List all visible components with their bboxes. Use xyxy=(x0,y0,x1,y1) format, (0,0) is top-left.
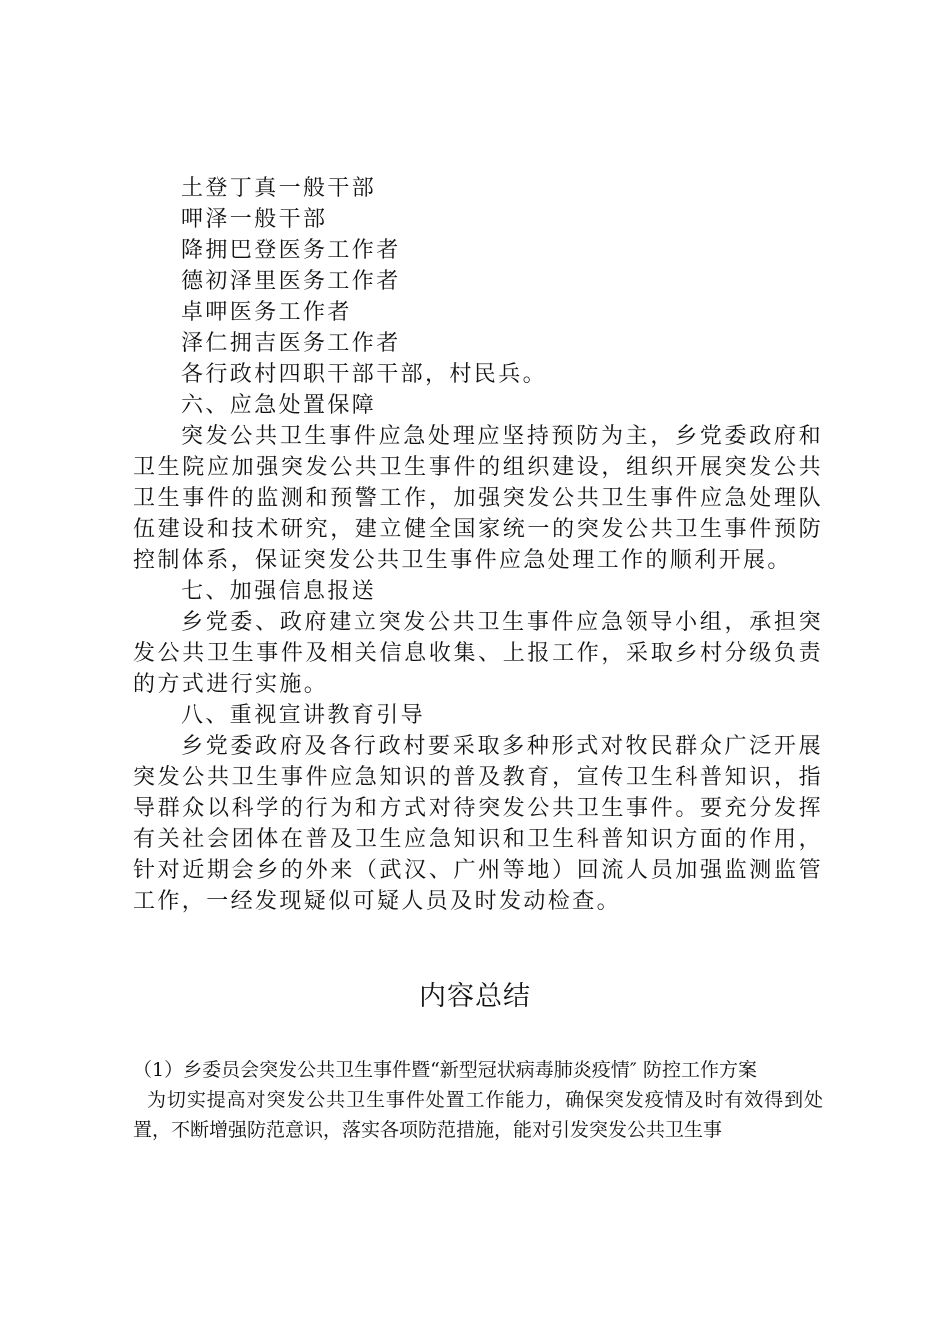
paragraph-member-3: 降拥巴登医务工作者 xyxy=(181,238,401,263)
section-heading-8: 八、重视宣讲教育引导 xyxy=(181,703,426,728)
paragraph-member-2: 呷泽一般干部 xyxy=(181,207,328,232)
paragraph-member-1: 土登丁真一般干部 xyxy=(181,176,377,201)
body-text xyxy=(133,173,823,917)
summary-title: 内容总结 xyxy=(419,981,531,1012)
paragraph-section-7: 乡党委、政府建立突发公共卫生事件应急领导小组，承担突发公共卫生事件及相关信息收集、上报工作，采取乡村分级负责的方式进行实施。 xyxy=(133,610,823,697)
summary-line-1: （1）乡委员会突发公共卫生事件暨“新型冠状病毒肺炎疫情″ 防控工作方案 xyxy=(133,1059,757,1081)
paragraph-member-5: 卓呷医务工作者 xyxy=(181,300,352,325)
paragraph-section-6: 突发公共卫生事件应急处理应坚持预防为主，乡党委政府和卫生院应加强突发公共卫生事件的组织建设，组织开展突发公共卫生事件的监测和预警工作，加强突发公共卫生事件应急处理队伍建设和技术研究，建立健全国家统一的突发公共卫生事件预防控制体系，保证突发公共卫生事件应急处理工作的顺利开展。 xyxy=(133,424,823,573)
paragraph-member-4: 德初泽里医务工作者 xyxy=(181,269,401,294)
paragraph-member-7: 各行政村四职干部干部，村民兵。 xyxy=(181,362,548,387)
summary-text xyxy=(133,1055,823,1145)
section-heading-6: 六、应急处置保障 xyxy=(181,393,377,418)
summary-line-2: 为切实提高对突发公共卫生事件处置工作能力，确保突发疫情及时有效得到处置，不断增强防范意识，落实各项防范措施，能对引发突发公共卫生事 xyxy=(133,1089,823,1141)
paragraph-section-8: 乡党委政府及各行政村要采取多种形式对牧民群众广泛开展突发公共卫生事件应急知识的普及教育，宣传卫生科普知识，指导群众以科学的行为和方式对待突发公共卫生事件。要充分发挥有关社会团体在普及卫生应急知识和卫生科普知识方面的作用，针对近期会乡的外来（武汉、广州等地）回流人员加强监测监管工作，一经发现疑似可疑人员及时发动检查。 xyxy=(133,734,823,914)
paragraph-member-6: 泽仁拥吉医务工作者 xyxy=(181,331,401,356)
section-heading-7: 七、加强信息报送 xyxy=(181,579,377,604)
